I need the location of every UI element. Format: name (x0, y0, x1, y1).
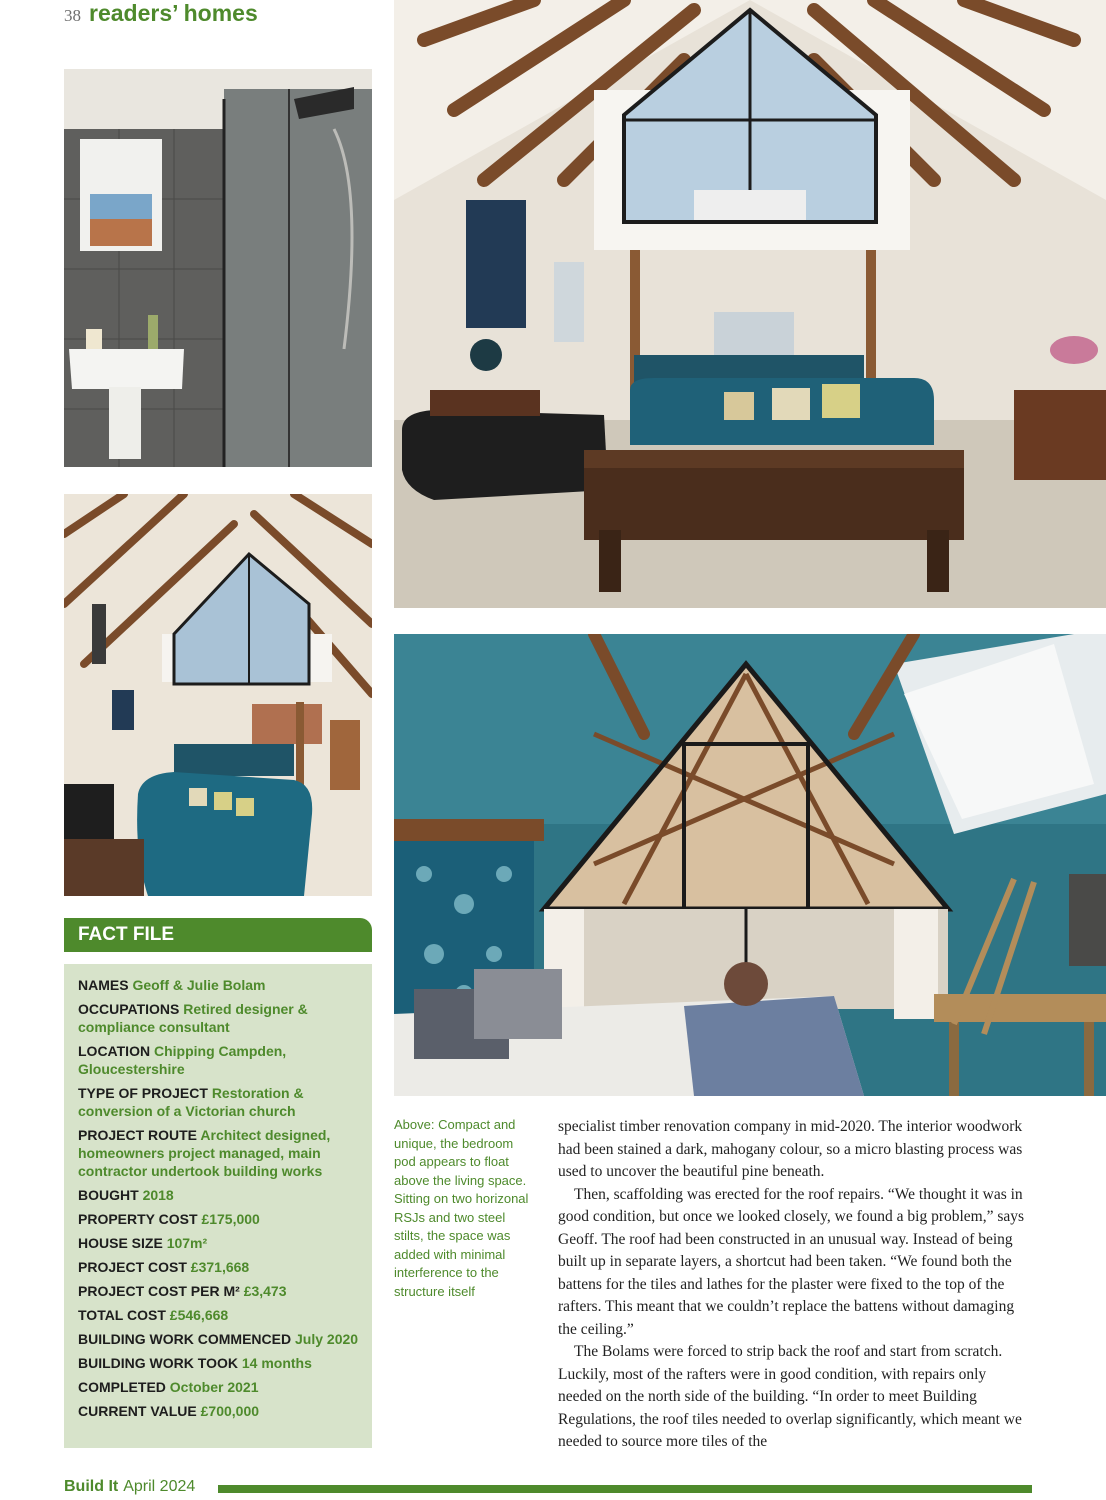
fact-row-work-took (78, 1354, 362, 1372)
fact-file-title: FACT FILE (64, 918, 372, 952)
living-room-photo (394, 0, 1106, 608)
fact-label: BOUGHT (78, 1187, 139, 1203)
fact-label: PROJECT COST PER M² (78, 1283, 240, 1299)
fact-value: July 2020 (295, 1331, 359, 1347)
fact-value: Restoration & conversion of a Victorian church (78, 1085, 304, 1119)
fact-label: TOTAL COST (78, 1307, 166, 1323)
page-number: 38 (64, 6, 81, 25)
fact-label: BUILDING WORK COMMENCED (78, 1331, 292, 1347)
fact-row-bought (78, 1186, 362, 1204)
fact-row-project-cost-per-m2 (78, 1282, 362, 1300)
fact-value: 14 months (241, 1355, 312, 1371)
fact-value: £175,000 (201, 1211, 260, 1227)
fact-file-panel (64, 964, 372, 1448)
page-header (64, 0, 258, 30)
fact-value: October 2021 (169, 1379, 259, 1395)
living-overview-photo (64, 494, 372, 896)
section-title: readers’ homes (89, 0, 258, 26)
magazine-name: Build It (64, 1478, 119, 1495)
fact-label: HOUSE SIZE (78, 1235, 163, 1251)
bathroom-shower-photo (64, 69, 372, 467)
fact-value: 107m² (166, 1235, 208, 1251)
fact-label: BUILDING WORK TOOK (78, 1355, 238, 1371)
fact-value: Geoff & Julie Bolam (132, 977, 266, 993)
fact-value: Chipping Campden, Gloucestershire (78, 1043, 287, 1077)
fact-label: OCCUPATIONS (78, 1001, 180, 1017)
fact-row-current-value (78, 1402, 362, 1420)
fact-row-project-route (78, 1126, 362, 1180)
fact-label: LOCATION (78, 1043, 151, 1059)
body-paragraph: The Bolams were forced to strip back the roof and start from scratch. Luckily, most of the rafters were in good condition, with repairs only needed on the north side of the building. “In order to meet Building Regulations, the roof tiles needed to overlap significantly, which meant we needed to source more tiles of the (558, 1343, 1022, 1450)
fact-value: 2018 (142, 1187, 174, 1203)
fact-label: NAMES (78, 977, 129, 993)
fact-label: COMPLETED (78, 1379, 166, 1395)
fact-value: £700,000 (200, 1403, 260, 1419)
fact-row-occupations (78, 1000, 362, 1036)
fact-label: TYPE OF PROJECT (78, 1085, 208, 1101)
fact-value: £3,473 (243, 1283, 287, 1299)
fact-label: PROJECT ROUTE (78, 1127, 198, 1143)
photo-caption: Above: Compact and unique, the bedroom pod appears to float above the living space. Sitting on two horizonal RSJs and two steel stilts, the space was added with minimal interference to the structure itself (394, 1117, 529, 1299)
fact-value: £371,668 (190, 1259, 250, 1275)
fact-row-total-cost (78, 1306, 362, 1324)
fact-value: £546,668 (169, 1307, 229, 1323)
bedroom-pod-photo (394, 634, 1106, 1096)
fact-row-house-size (78, 1234, 362, 1252)
fact-value: Retired designer & compliance consultant (78, 1001, 308, 1035)
body-paragraph: specialist timber renovation company in mid-2020. The interior woodwork had been stained a dark, mahogany colour, so a micro blasting process was used to uncover the beautiful pine beneath. (558, 1118, 1023, 1180)
issue-date: April 2024 (123, 1478, 196, 1495)
fact-label: PROJECT COST (78, 1259, 187, 1275)
fact-label: CURRENT VALUE (78, 1403, 197, 1419)
fact-row-completed (78, 1378, 362, 1396)
page-footer (64, 1478, 195, 1496)
fact-row-type-of-project (78, 1084, 362, 1120)
fact-row-project-cost (78, 1258, 362, 1276)
fact-row-work-commenced (78, 1330, 362, 1348)
fact-row-names (78, 976, 362, 994)
fact-value: Architect designed, homeowners project managed, main contractor undertook building works (78, 1127, 331, 1179)
fact-row-location (78, 1042, 362, 1078)
footer-rule (218, 1485, 1032, 1493)
article-body (558, 1116, 1030, 1454)
fact-label: PROPERTY COST (78, 1211, 198, 1227)
fact-row-property-cost (78, 1210, 362, 1228)
body-paragraph: Then, scaffolding was erected for the roof repairs. “We thought it was in good condition, but once we looked closely, we found a big problem,” says Geoff. The roof had been constructed in an unusual way. Instead of being built up in separate layers, a shortcut had been taken. “We found both the battens for the tiles and lathes for the plaster were fixed to the top of the rafters. This meant that we couldn’t replace the battens without damaging the ceiling.” (558, 1185, 1025, 1338)
